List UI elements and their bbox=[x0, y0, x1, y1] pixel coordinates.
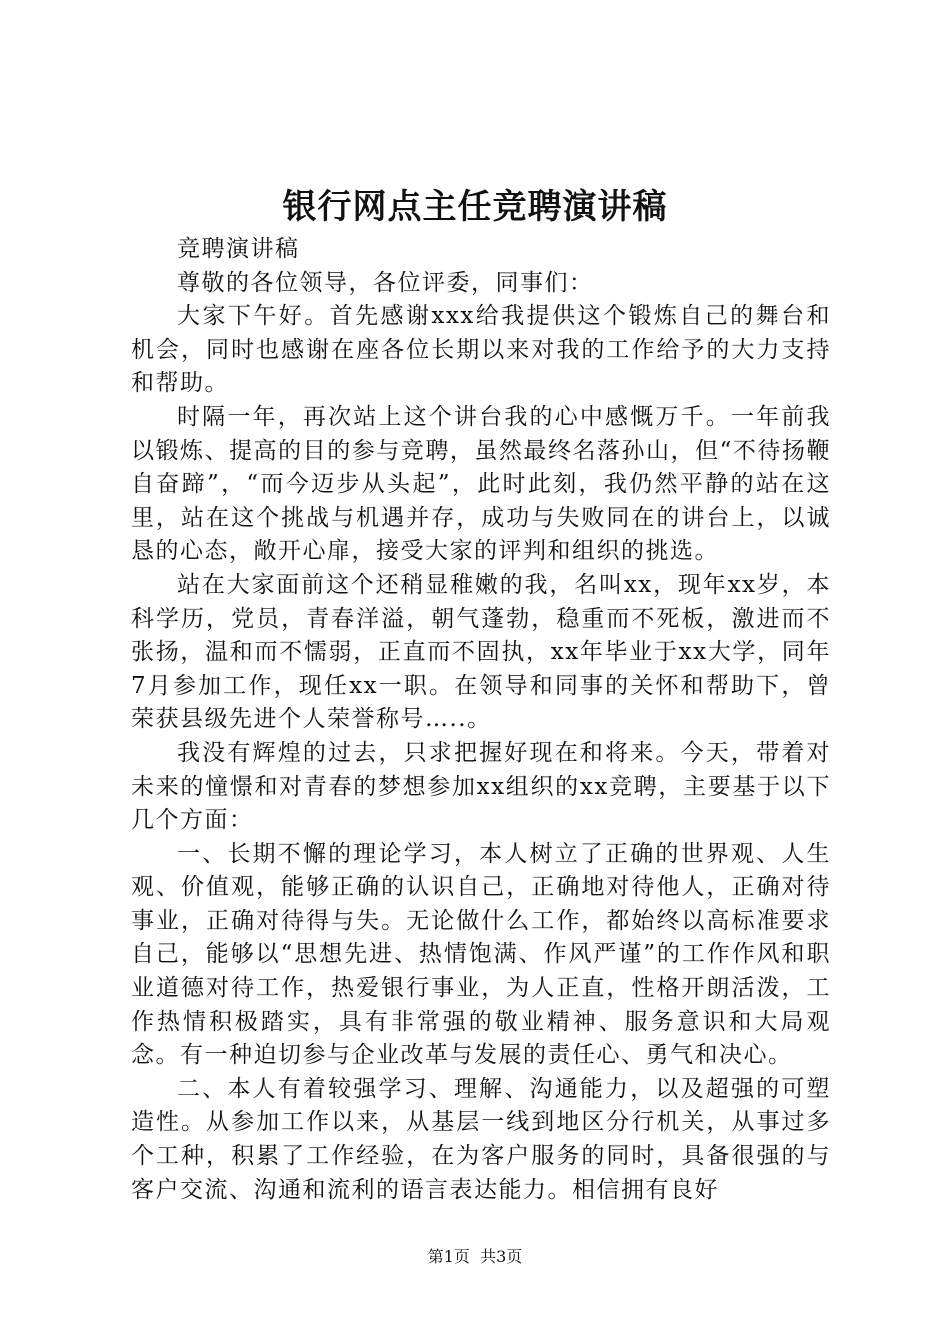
paragraph-motivation: 我没有辉煌的过去，只求把握好现在和将来。今天，带着对未来的憧憬和对青春的梦想参加xx组织的xx竞聘，主要基于以下几个方面： bbox=[131, 739, 831, 834]
page-total: 共3页 bbox=[480, 1247, 523, 1266]
paragraph-reflection: 时隔一年，再次站上这个讲台我的心中感慨万千。一年前我以锻炼、提高的目的参与竞聘，虽然最终名落孙山，但“不待扬鞭自奋蹄”，“而今迈步从头起”，此时此刻，我仍然平静的站在这里，站在这个挑战与机遇并存，成功与失败同在的讲台上，以诚恳的心态，敞开心扉，接受大家的评判和组织的挑选。 bbox=[131, 403, 831, 565]
page-number: 第1页 bbox=[427, 1247, 470, 1266]
paragraph-heading: 竞聘演讲稿 bbox=[177, 236, 300, 262]
paragraph-point-two: 二、本人有着较强学习、理解、沟通能力，以及超强的可塑造性。从参加工作以来，从基层一线到地区分行机关，从事过多个工种，积累了工作经验，在为客户服务的同时，具备很强的与客户交流、沟通和流利的语言表达能力。相信拥有良好 bbox=[131, 1075, 831, 1203]
paragraph-self-introduction: 站在大家面前这个还稍显稚嫩的我，名叫xx，现年xx岁，本科学历，党员，青春洋溢，朝气蓬勃，稳重而不死板，激进而不张扬，温和而不懦弱，正直而不固执，xx年毕业于xx大学，同年7月参加工作，现任xx一职。在领导和同事的关怀和帮助下，曾荣获县级先进个人荣誉称号…..。 bbox=[131, 571, 831, 733]
paragraph-salutation: 尊敬的各位领导，各位评委，同事们： bbox=[177, 269, 594, 296]
document-body bbox=[131, 233, 831, 1207]
page-footer bbox=[0, 1245, 950, 1269]
document-title: 银行网点主任竞聘演讲稿 bbox=[282, 187, 668, 227]
paragraph-greeting: 大家下午好。首先感谢xxx给我提供这个锻炼自己的舞台和机会，同时也感谢在座各位长期以来对我的工作给予的大力支持和帮助。 bbox=[131, 303, 831, 397]
paragraph-point-one: 一、长期不懈的理论学习，本人树立了正确的世界观、人生观、价值观，能够正确的认识自己，正确地对待他人，正确对待事业，正确对待得与失。无论做什么工作，都始终以高标准要求自己，能够以“思想先进、热情饱满、作风严谨”的工作作风和职业道德对待工作，热爱银行事业，为人正直，性格开朗活泼，工作热情积极踏实，具有非常强的敬业精神、服务意识和大局观念。有一种迫切参与企业改革与发展的责任心、勇气和决心。 bbox=[131, 840, 831, 1069]
